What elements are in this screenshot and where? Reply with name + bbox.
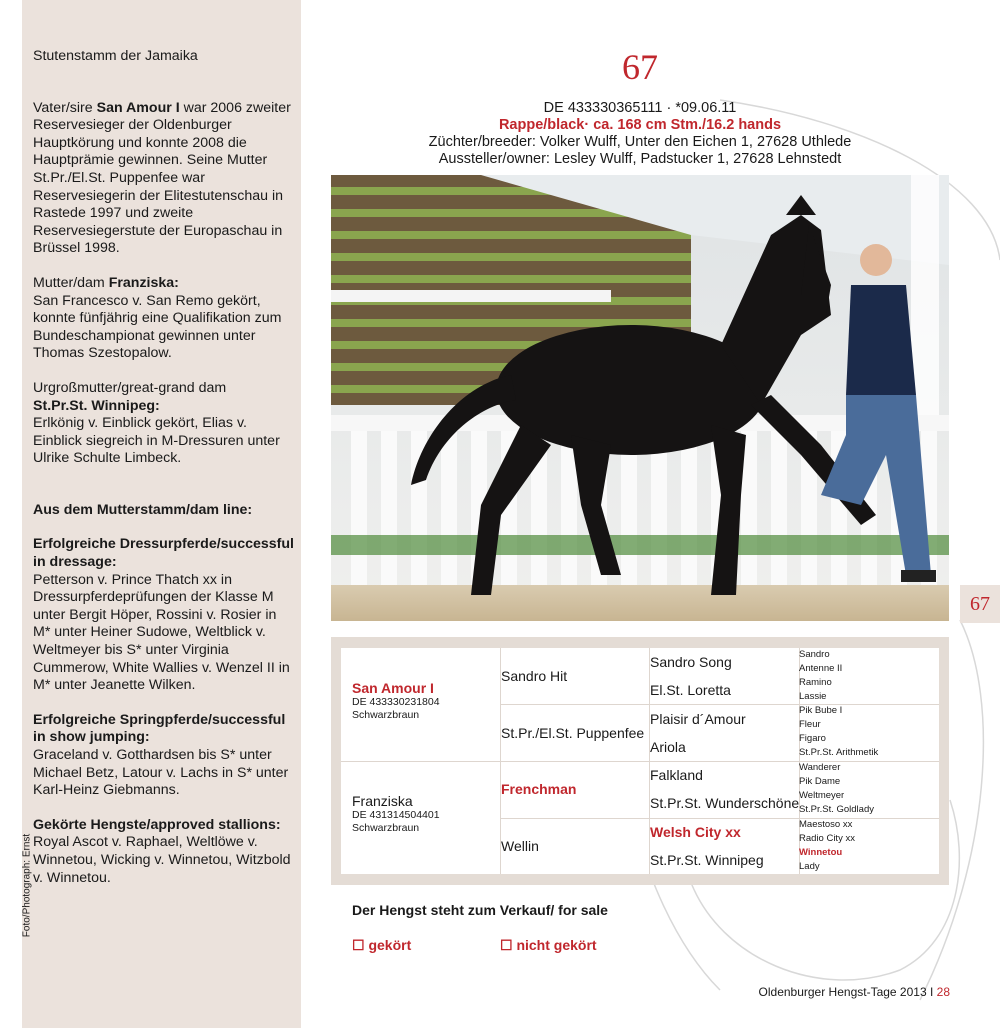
- side-tab-number: 67: [960, 585, 1000, 623]
- gen2-item: Sandro Hit: [501, 668, 568, 684]
- dressage-paragraph: Erfolgreiche Dressurpferde/successful in dressage: Petterson v. Prince Thatch xx in Dressurpferdeprüfungen der Klasse M unter Bergit Höper, Rossini v. Rosier in M* unter Heiner Sudowe, Weltblick v. Weltmeyer bis S* unter Virginia Cummerow, White Wallies v. Wenzel II in M* unter Jeanette Wilken.: [33, 536, 294, 694]
- gen3-item: Sandro Song: [650, 654, 732, 670]
- sire-color: Schwarzbraun: [352, 709, 420, 721]
- gen4-item: Lady: [799, 861, 820, 872]
- dam-color: Schwarzbraun: [352, 822, 420, 834]
- sidebar-heading: Stutenstamm der Jamaika: [33, 48, 198, 64]
- not-approved-checkbox[interactable]: ☐ nicht gekört: [500, 937, 597, 953]
- sale-heading: Der Hengst steht zum Verkauf/ for sale: [352, 902, 608, 918]
- gen4-item: Wanderer: [799, 762, 841, 773]
- gen4-item: Figaro: [799, 733, 826, 744]
- color-height-line: Rappe/black· ca. 168 cm Stm./16.2 hands: [498, 117, 782, 133]
- gen4-item: St.Pr.St. Goldlady: [799, 804, 874, 815]
- breeder-line: Züchter/breeder: Volker Wulff, Unter den Eichen 1, 27628 Uthlede: [428, 134, 852, 150]
- horse-info: [330, 100, 950, 168]
- gen3-item: Plaisir d´Amour: [650, 711, 746, 727]
- sire-name: San Amour I: [352, 680, 434, 696]
- gen4-item: Winnetou: [799, 847, 843, 858]
- gen4-item: Antenne II: [799, 663, 843, 674]
- pedigree-table: [331, 637, 949, 885]
- approved-checkbox[interactable]: ☐ gekört: [352, 937, 412, 953]
- dam-id: DE 431314504401: [352, 809, 440, 821]
- gen2-item: St.Pr./El.St. Puppenfee: [501, 725, 645, 741]
- damline-heading: Aus dem Mutterstamm/dam line:: [33, 501, 253, 518]
- page-number: 28: [936, 985, 950, 999]
- sire-id: DE 433330231804: [352, 696, 440, 708]
- gen3-item: Welsh City xx: [650, 824, 741, 840]
- registration-line: DE 433330365111 · *09.06.11: [543, 100, 737, 116]
- stallions-paragraph: Gekörte Hengste/approved stallions: Royal Ascot v. Raphael, Weltlöwe v. Winnetou, Wicking v. Winnetou, Witzbold v. Winnetou.: [33, 816, 291, 886]
- ggdam-paragraph: Urgroßmutter/great-grand dam St.Pr.St. Winnipeg: Erlkönig v. Einblick gekört, Elias v. Einblick siegreich in M-Dressuren unter Ulrike Schulte Limbeck.: [33, 379, 280, 467]
- gen3-item: Ariola: [650, 739, 686, 755]
- photo-credit: Foto/Photograph: Ernst: [21, 833, 33, 938]
- gen4-item: Ramino: [799, 677, 832, 688]
- gen3-item: St.Pr.St. Winnipeg: [650, 852, 764, 868]
- gen4-item: St.Pr.St. Arithmetik: [799, 747, 879, 758]
- owner-line: Aussteller/owner: Lesley Wulff, Padstucker 1, 27628 Lehnstedt: [438, 151, 842, 167]
- gen4-item: Pik Dame: [799, 776, 841, 787]
- dam-paragraph: Mutter/dam Franziska: San Francesco v. San Remo gekört, konnte fünfjährig eine Qualifikation zum Bundeschampionat gewinnen unter Thomas Szestopalow.: [33, 274, 282, 362]
- page-footer: Oldenburger Hengst-Tage 2013 I 28: [758, 985, 950, 999]
- sire-paragraph: Vater/sire San Amour I war 2006 zweiter Reservesieger der Oldenburger Hauptkörung und konnte 2008 die Hauptprämie gewinnen. Seine Mutter St.Pr./El.St. Puppenfee war Reservesiegerin der Elitestutenschau in Rastede 1997 und zweite Reservesiegerstute der Europaschau in Brüssel 1998.: [33, 99, 291, 257]
- sidebar-text: [33, 48, 295, 904]
- gen4-item: Sandro: [799, 649, 830, 660]
- jumping-paragraph: Erfolgreiche Springpferde/successful in show jumping: Graceland v. Gotthardsen bis S* unter Michael Betz, Latour v. Lachs in S* unter Karl-Heinz Giebmanns.: [33, 711, 289, 799]
- gen3-item: St.Pr.St. Wunderschöne: [650, 795, 800, 811]
- gen2-item: Frenchman: [501, 781, 577, 797]
- gen4-item: Radio City xx: [799, 833, 855, 844]
- gen3-item: Falkland: [650, 767, 703, 783]
- pedigree-inner: [341, 648, 939, 874]
- gen4-item: Fleur: [799, 719, 821, 730]
- gen3-item: El.St. Loretta: [650, 682, 731, 698]
- gen4-item: Pik Bube I: [799, 705, 843, 716]
- gen4-item: Lassie: [799, 691, 827, 702]
- gen4-item: Weltmeyer: [799, 790, 845, 801]
- gen4-item: Maestoso xx: [799, 819, 853, 830]
- horse-photo: [331, 175, 949, 621]
- catalog-number: 67: [622, 47, 658, 87]
- gen2-item: Wellin: [501, 838, 539, 854]
- dam-name: Franziska: [352, 793, 413, 809]
